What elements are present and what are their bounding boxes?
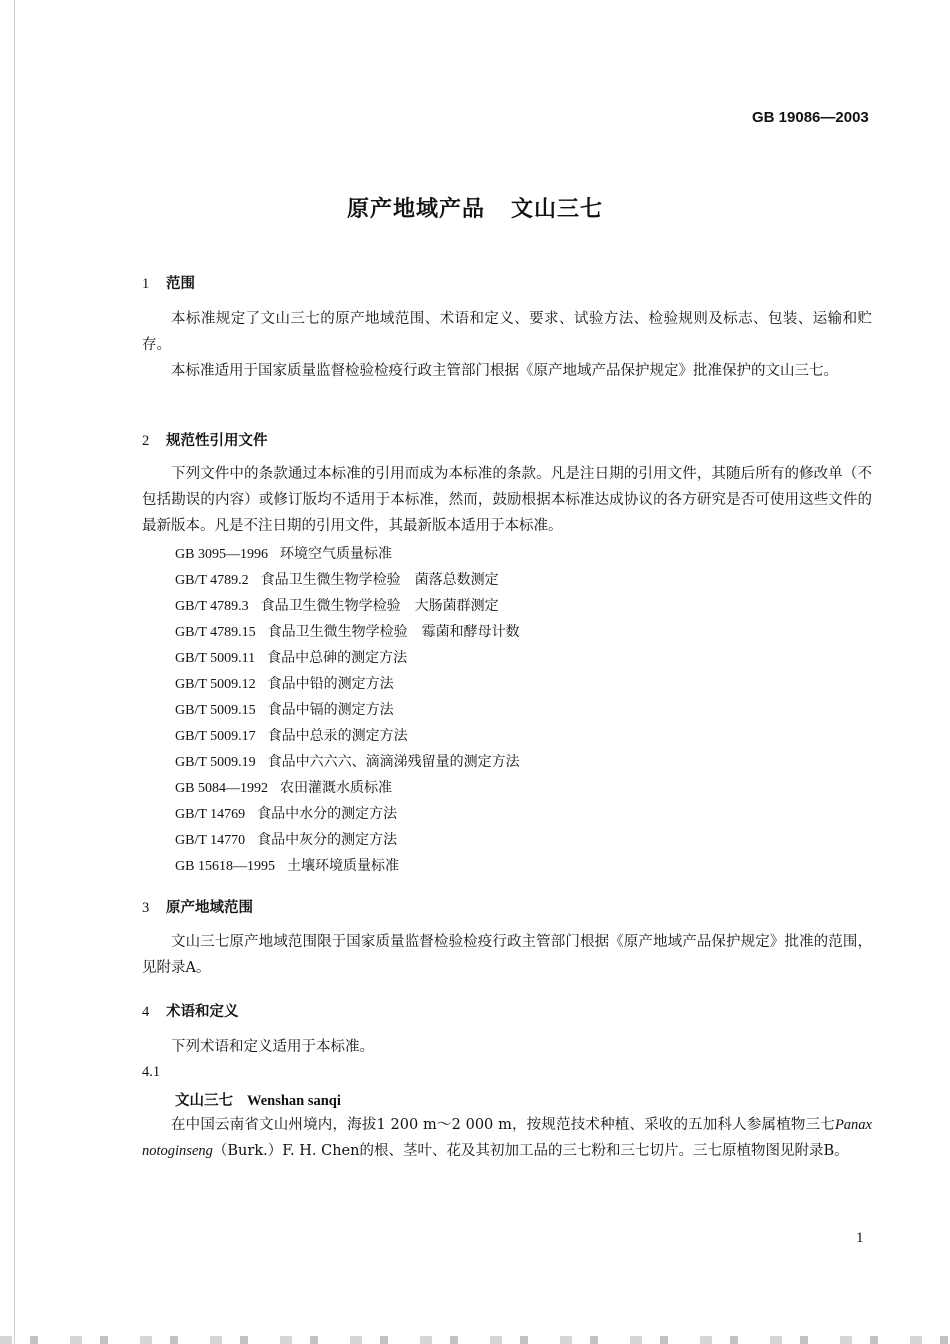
ref-item: GB/T 5009.12 食品中铅的测定方法 <box>175 676 394 692</box>
page-title <box>0 192 950 223</box>
term-cn: 文山三七 <box>175 1092 233 1109</box>
title-part1: 原产地域产品 <box>346 196 485 221</box>
term-definition: 在中国云南省文山州境内，海拔1 200 m～2 000 m，按规范技术种植、采收的五加科人参属植物三七Panax notoginseng（Burk.）F. H. Chen的根、茎叶、花及其初加工品的三七粉和三七切片。三七原植物图见附录B。 <box>142 1117 872 1159</box>
section-1-heading: 1 范围 <box>142 276 195 292</box>
clause-number: 4.1 <box>142 1064 161 1080</box>
section-3-heading: 3 原产地域范围 <box>142 900 253 916</box>
ref-item: GB/T 5009.15 食品中镉的测定方法 <box>175 702 394 718</box>
section-1-para-2: 本标准适用于国家质量监督检验检疫行政主管部门根据《原产地域产品保护规定》批准保护的文山三七。 <box>171 363 838 379</box>
ref-item: GB/T 4789.15 食品卫生微生物学检验 霉菌和酵母计数 <box>175 624 520 640</box>
section-4-para-1: 下列术语和定义适用于本标准。 <box>171 1039 374 1055</box>
standard-code: GB 19086—2003 <box>752 109 869 126</box>
title-part2: 文山三七 <box>511 196 604 221</box>
section-2-heading: 2 规范性引用文件 <box>142 433 268 449</box>
ref-item: GB/T 4789.2 食品卫生微生物学检验 菌落总数测定 <box>175 572 499 588</box>
section-2-para-1: 下列文件中的条款通过本标准的引用而成为本标准的条款。凡是注日期的引用文件，其随后所有的修改单（不包括勘误的内容）或修订版均不适用于本标准，然而，鼓励根据本标准达成协议的各方研究是否可使用这些文件的最新版本。凡是不注日期的引用文件，其最新版本适用于本标准。 <box>142 466 872 534</box>
ref-item: GB 5084—1992 农田灌溉水质标准 <box>175 780 392 796</box>
ref-item: GB/T 14770 食品中灰分的测定方法 <box>175 832 398 848</box>
ref-item: GB/T 5009.11 食品中总砷的测定方法 <box>175 650 408 666</box>
section-4-heading: 4 术语和定义 <box>142 1004 239 1020</box>
page-number: 1 <box>856 1230 864 1246</box>
ref-item: GB/T 5009.17 食品中总汞的测定方法 <box>175 728 408 744</box>
ref-item: GB/T 5009.19 食品中六六六、滴滴涕残留量的测定方法 <box>175 754 520 770</box>
scan-noise <box>0 1336 950 1344</box>
ref-item: GB/T 4789.3 食品卫生微生物学检验 大肠菌群测定 <box>175 598 499 614</box>
ref-item: GB/T 14769 食品中水分的测定方法 <box>175 806 398 822</box>
section-3-para-1: 文山三七原产地域范围限于国家质量监督检验检疫行政主管部门根据《原产地域产品保护规定》批准的范围，见附录A。 <box>142 934 872 976</box>
ref-item: GB 15618—1995 土壤环境质量标准 <box>175 858 399 874</box>
section-1-para-1: 本标准规定了文山三七的原产地域范围、术语和定义、要求、试验方法、检验规则及标志、包装、运输和贮存。 <box>142 311 872 353</box>
term-entry <box>175 1089 341 1110</box>
term-en: Wenshan sanqi <box>247 1093 341 1109</box>
ref-item: GB 3095—1996 环境空气质量标准 <box>175 546 392 562</box>
